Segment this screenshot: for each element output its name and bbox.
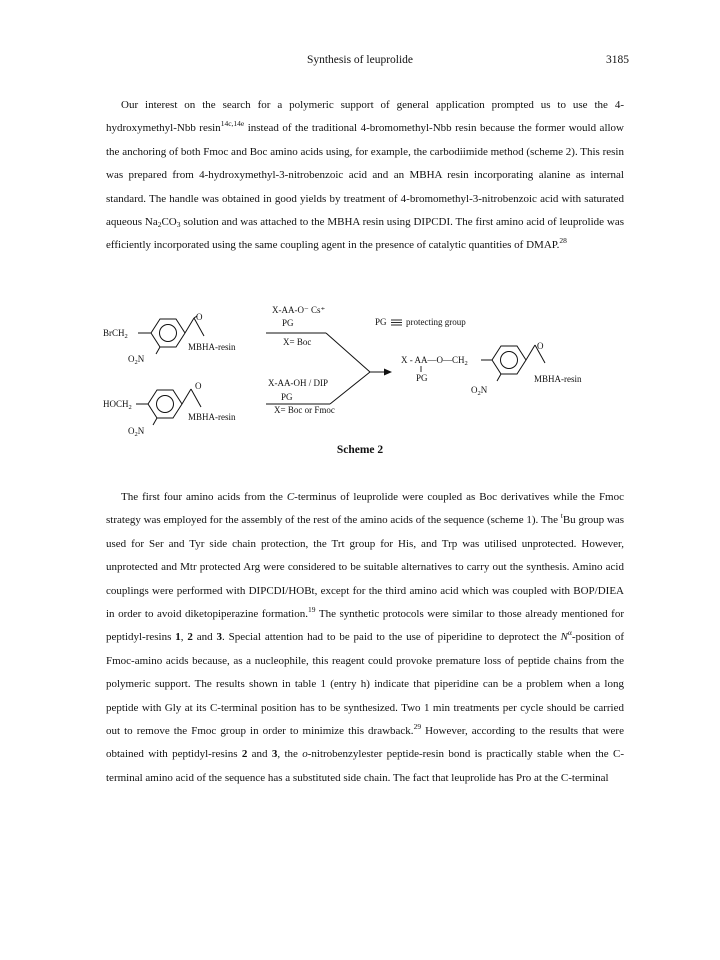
italic-run: N [560,631,568,644]
top-reactant-oxygen: O [196,312,203,322]
scheme-2-drawing [0,0,720,440]
citation-ref: 19 [308,605,316,615]
product-nitro: $O_2N$ [471,385,488,397]
compound-ref: 2 [187,631,193,644]
compound-ref: 3 [271,748,278,761]
citation-ref: 28 [559,236,567,246]
text-run: -nitrobenzylester peptide-resin bond is practically stable when the C-terminal amino acid of the sequence has a substituted side chain. The fact that leuprolide has Pro at the C-terminal [106,748,624,784]
product-oxygen: O [537,341,544,351]
compound-ref: 1 [175,631,181,644]
product-chain: X - $AA—O—CH_2$ [401,355,468,367]
text-run: instead of the traditional 4-bromomethyl-Nbb resin because the former would allow the anchoring of both Fmoc and Boc amino acids using, for example, the carbodiimide method (scheme 2). This resin was prepared from 4-hydroxymethyl-3-nitrobenzoic acid and an MBHA resin incorporating alanine as internal standard. The handle was obtained in good yields by treatment of 4-bromomethyl-3-nitrobenzoic acid with saturated aqueous Na [106,122,624,229]
text-run: solution and was attached to the MBHA resin using DIPCDI. The first amino acid of leuprolide was efficiently incorporated using the same coupling agent in the presence of catalytic quantities of DMAP. [106,216,624,252]
bottom-condition: X= Boc or Fmoc [274,405,335,415]
text-run: -terminus of leuprolide were coupled as Boc derivatives while the Fmoc strategy was employed for the assembly of the rest of the amino acids of the sequence (scheme 1). The [106,491,624,527]
product-resin: MBHA-resin [534,374,582,384]
page-number: 3185 [606,54,629,66]
text-run: Our interest on the search for a polymeric support of general application prompted us to use the 4-hydroxymethyl-Nbb resin [106,99,624,135]
subscript: 3 [176,220,181,230]
text-run: Bu group was used for Ser and Tyr side chain protection, the Trt group for His, and Trp was utilised unprotected. However, unprotected and Mtr protected Arg were considered to be suitable alternatives to carry out the synthesis. Amino acid couplings were performed with DIPCDI/HOBt, except for the third amino acid which was coupled with BOP/DIEA in order to avoid diketopiperazine formation. [106,514,624,621]
top-reactant-nitro: $O_2N$ [128,354,145,366]
italic-run: o [302,748,308,761]
pg-legend-text: protecting group [406,317,466,327]
running-title: Synthesis of leuprolide [306,54,414,66]
superscript: α [567,628,572,638]
bottom-reagent-pg: PG [281,392,293,402]
pg-legend-symbol: PG [375,317,387,327]
bottom-reactant-resin: MBHA-resin [188,412,236,422]
text-run: CO [161,216,177,229]
text-run: and [247,748,272,761]
text-run: . Special attention had to be paid to the use of piperidine to deprotect the [221,631,561,644]
arrow-head [384,369,392,376]
compound-ref: 2 [241,748,248,761]
text-run: , [180,631,188,644]
text-run: However, according to the results that were obtained with peptidyl-resins [106,725,624,761]
text-run: and [192,631,217,644]
product-pg: PG [416,373,428,383]
top-reactant-substituent: BrCH$_2$ [103,328,128,340]
scheme-caption: Scheme 2 [336,444,384,456]
bottom-reactant-nitro: $O_2N$ [128,426,145,438]
superscript: t [560,511,563,521]
top-reactant-resin: MBHA-resin [188,342,236,352]
bottom-reactant-substituent: $HOCH_2$ [103,399,132,411]
text-run: The first four amino acids from the [121,491,287,503]
equivalence-sign [391,320,402,325]
top-condition: X= Boc [283,337,312,347]
text-run: , the [277,748,303,761]
citation-ref: 14c,14e [220,119,245,129]
compound-ref: 3 [216,631,222,644]
text-run: The synthetic protocols were similar to those already mentioned for peptidyl-resins [106,608,624,644]
subscript: 2 [157,220,162,230]
italic-run: C [286,491,295,503]
bottom-reactant-oxygen: O [195,381,202,391]
citation-ref: 29 [413,722,422,732]
paragraph-synthesis-strategy [106,486,624,790]
top-reagent: X-AA-O⁻ Cs⁺ [272,305,326,315]
bottom-reagent: X-AA-OH / DIP [268,378,328,388]
text-run: -position of Fmoc-amino acids because, as a nucleophile, this reagent could provoke premature loss of peptide chains from the polymeric support. The results shown in table 1 (entry h) indicate that piperidine can be a problem when a long peptide with Gly at its C-terminal position has to be synthesized. Two 1 min treatments per cycle should be carried out to remove the Fmoc group in order to minimize this drawback. [106,631,624,738]
top-reagent-pg: PG [282,318,294,328]
